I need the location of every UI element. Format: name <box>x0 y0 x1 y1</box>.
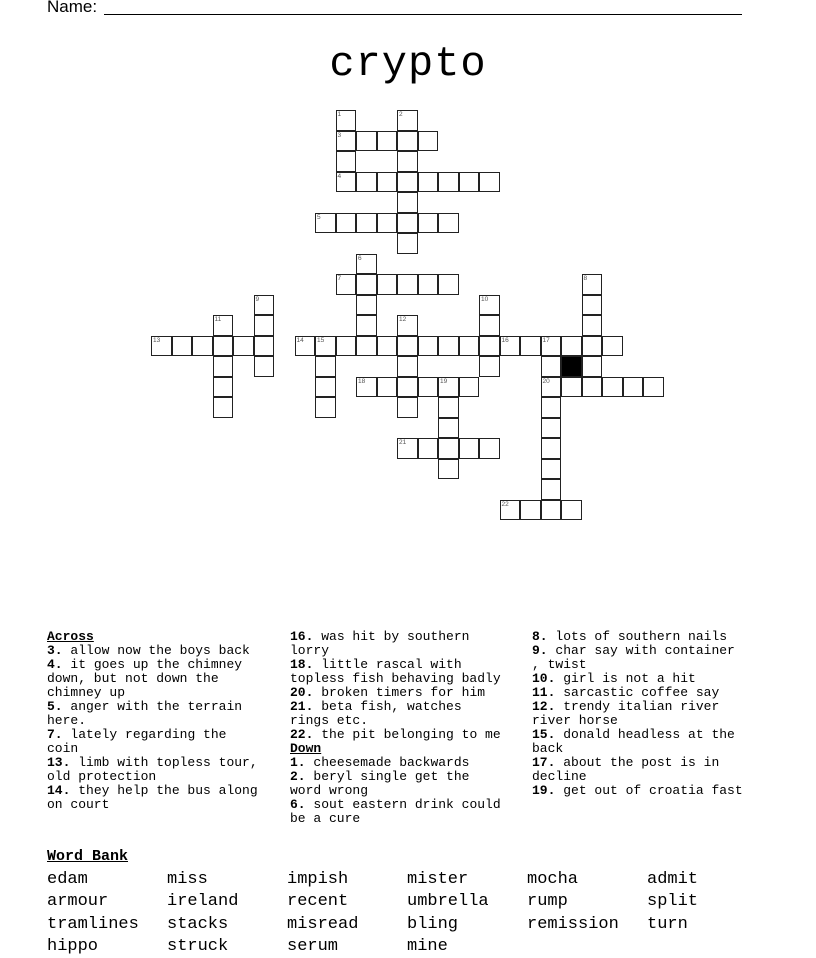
grid-cell[interactable] <box>336 131 357 152</box>
grid-cell[interactable] <box>397 356 418 377</box>
word-bank-item: remission <box>527 914 619 934</box>
grid-cell[interactable] <box>541 500 562 521</box>
grid-cell[interactable] <box>479 356 500 377</box>
clue-text: lately regarding the coin <box>47 727 227 756</box>
clue-number: 12. <box>532 699 556 714</box>
clue-across <box>290 630 502 658</box>
clue-number: 13. <box>47 755 71 770</box>
grid-cell[interactable] <box>254 295 275 316</box>
grid-cell[interactable] <box>151 336 172 357</box>
grid-cell[interactable] <box>438 274 459 295</box>
grid-cell[interactable] <box>500 336 521 357</box>
word-bank-item: ireland <box>167 892 239 912</box>
grid-cell[interactable] <box>479 172 500 193</box>
grid-cell[interactable] <box>438 377 459 398</box>
grid-cell[interactable] <box>561 336 582 357</box>
clue-down <box>532 784 744 798</box>
clue-text: get out of croatia fast <box>563 783 743 798</box>
grid-cell[interactable] <box>315 356 336 377</box>
down-heading: Down <box>290 741 322 756</box>
clue-text: donald headless at the back <box>532 727 735 756</box>
grid-cell[interactable] <box>295 336 316 357</box>
clue-down <box>532 672 744 686</box>
grid-cell[interactable] <box>541 377 562 398</box>
grid-cell[interactable] <box>582 274 603 295</box>
word-bank-item: edam <box>47 870 88 889</box>
clue-number: 5 <box>317 213 321 221</box>
clue-number: 8 <box>583 275 588 282</box>
grid-cell[interactable] <box>418 274 439 295</box>
clue-number: 4 <box>337 172 342 180</box>
clue-number: 20. <box>290 685 314 700</box>
clue-number: 14 <box>296 336 304 344</box>
clue-text: little rascal with topless fish behaving badly <box>290 657 501 686</box>
grid-cell[interactable] <box>459 377 480 398</box>
clue-text: broken timers for him <box>321 685 486 700</box>
grid-cell[interactable] <box>377 377 398 398</box>
clues-column-3 <box>532 630 772 798</box>
grid-cell[interactable] <box>418 377 439 398</box>
grid-cell[interactable] <box>541 438 562 459</box>
clue-number: 16 <box>501 336 509 344</box>
clue-number: 3 <box>337 131 342 139</box>
grid-cell[interactable] <box>541 356 562 377</box>
grid-cell[interactable] <box>315 397 336 418</box>
clue-number: 18. <box>290 657 314 672</box>
word-bank-item: rump <box>527 892 568 912</box>
clue-number: 21. <box>290 699 314 714</box>
clue-across <box>290 658 502 686</box>
clue-down <box>290 756 502 770</box>
grid-cell[interactable] <box>479 438 500 459</box>
grid-cell[interactable] <box>541 336 562 357</box>
clue-number: 17. <box>532 755 556 770</box>
grid-cell[interactable] <box>377 131 398 152</box>
clue-number: 9 <box>255 295 260 303</box>
clue-number: 15. <box>532 727 556 742</box>
grid-cell[interactable] <box>541 397 562 418</box>
word-bank-item: turn <box>647 914 688 934</box>
clue-number: 7 <box>337 275 342 282</box>
clue-number: 1. <box>290 755 306 770</box>
grid-cell[interactable] <box>500 500 521 521</box>
grid-cell[interactable] <box>254 356 275 377</box>
word-bank-item: recent <box>287 892 349 912</box>
grid-cell[interactable] <box>356 315 377 336</box>
clue-across <box>47 658 259 700</box>
grid-cell[interactable] <box>582 336 603 357</box>
grid-cell[interactable] <box>438 213 459 234</box>
grid-cell[interactable] <box>397 315 418 336</box>
grid-cell[interactable] <box>377 274 398 295</box>
word-bank-item: mocha <box>527 870 579 889</box>
grid-cell[interactable] <box>172 336 193 357</box>
word-bank-item: struck <box>167 936 229 956</box>
word-bank-item: impish <box>287 870 349 889</box>
clue-number: 2 <box>399 111 403 118</box>
grid-cell[interactable] <box>377 336 398 357</box>
word-bank-item: bling <box>407 914 459 934</box>
grid-cell[interactable] <box>213 397 234 418</box>
clue-down <box>290 798 502 826</box>
word-bank-item: umbrella <box>407 892 489 912</box>
grid-cell[interactable] <box>459 438 480 459</box>
grid-cell[interactable] <box>438 336 459 357</box>
clue-number: 5. <box>47 699 63 714</box>
clue-text: limb with topless tour, old protection <box>47 755 258 784</box>
grid-cell[interactable] <box>356 274 377 295</box>
clue-number: 2. <box>290 769 306 784</box>
clue-across <box>290 700 502 728</box>
across-heading: Across <box>47 629 94 644</box>
grid-cell[interactable] <box>541 459 562 480</box>
grid-cell[interactable] <box>438 438 459 459</box>
grid-cell[interactable] <box>459 336 480 357</box>
grid-cell[interactable] <box>582 377 603 398</box>
clue-across <box>47 728 259 756</box>
grid-cell[interactable] <box>377 213 398 234</box>
grid-cell[interactable] <box>315 336 336 357</box>
grid-cell[interactable] <box>336 151 357 172</box>
grid-cell[interactable] <box>336 172 357 193</box>
word-bank-item: hippo <box>47 936 99 956</box>
grid-cell[interactable] <box>541 418 562 439</box>
clue-down <box>532 644 744 672</box>
grid-cell[interactable] <box>418 336 439 357</box>
grid-cell[interactable] <box>397 438 418 459</box>
clue-text: anger with the terrain here. <box>47 699 243 728</box>
grid-cell[interactable] <box>213 377 234 398</box>
grid-cell[interactable] <box>541 479 562 500</box>
clue-number: 19. <box>532 783 556 798</box>
clues-column-2 <box>290 630 530 826</box>
grid-cell[interactable] <box>582 295 603 316</box>
clue-number: 4. <box>47 657 63 672</box>
grid-cell[interactable] <box>602 336 623 357</box>
clue-number: 1 <box>337 111 342 118</box>
grid-cell[interactable] <box>356 254 377 275</box>
grid-cell[interactable] <box>356 213 377 234</box>
clue-number: 22 <box>501 500 509 508</box>
grid-cell[interactable] <box>520 336 541 357</box>
clue-number: 11 <box>214 316 222 323</box>
grid-cell[interactable] <box>254 336 275 357</box>
name-field[interactable] <box>104 14 742 15</box>
clue-number: 6. <box>290 797 306 812</box>
grid-cell[interactable] <box>479 336 500 357</box>
grid-cell[interactable] <box>479 315 500 336</box>
grid-cell[interactable] <box>602 377 623 398</box>
clue-across <box>290 686 502 700</box>
word-bank-item: stacks <box>167 914 229 934</box>
grid-cell[interactable] <box>336 110 357 131</box>
grid-cell[interactable] <box>418 131 439 152</box>
clue-number: 8. <box>532 629 548 644</box>
clue-number: 6 <box>358 254 362 262</box>
clue-number: 13 <box>153 336 161 344</box>
grid-cell[interactable] <box>397 151 418 172</box>
clue-number: 16. <box>290 629 314 644</box>
name-label: Name: <box>47 0 98 16</box>
grid-cell[interactable] <box>336 336 357 357</box>
grid-cell[interactable] <box>315 377 336 398</box>
grid-cell[interactable] <box>582 315 603 336</box>
clue-text: char say with container , twist <box>532 643 735 672</box>
clue-number: 3. <box>47 643 63 658</box>
clue-number: 20 <box>542 377 550 385</box>
grid-cell[interactable] <box>479 295 500 316</box>
word-bank-item: miss <box>167 870 208 889</box>
grid-cell[interactable] <box>397 336 418 357</box>
clue-text: was hit by southern lorry <box>290 629 470 658</box>
grid-cell[interactable] <box>315 213 336 234</box>
page-title: crypto <box>329 40 487 88</box>
clue-text: sout eastern drink could be a cure <box>290 797 501 826</box>
word-bank-title: Word Bank <box>47 848 129 865</box>
clue-down <box>532 728 744 756</box>
word-bank-item: split <box>647 892 699 912</box>
clue-number: 7. <box>47 727 63 742</box>
clue-text: lots of southern nails <box>555 629 728 644</box>
clue-text: sarcastic coffee say <box>563 685 720 700</box>
clue-number: 10. <box>532 671 556 686</box>
grid-cell[interactable] <box>561 377 582 398</box>
clue-text: cheesemade backwards <box>313 755 470 770</box>
grid-cell[interactable] <box>418 172 439 193</box>
grid-cell[interactable] <box>438 397 459 418</box>
grid-cell[interactable] <box>397 172 418 193</box>
clue-across <box>47 700 259 728</box>
grid-cell[interactable] <box>254 315 275 336</box>
clue-text: the pit belonging to me <box>321 727 501 742</box>
grid-cell[interactable] <box>438 459 459 480</box>
grid-cell[interactable] <box>582 356 603 377</box>
clue-number: 18 <box>358 377 366 385</box>
grid-cell[interactable] <box>397 192 418 213</box>
grid-cell[interactable] <box>520 500 541 521</box>
grid-cell[interactable] <box>397 131 418 152</box>
clue-down <box>532 686 744 700</box>
grid-cell[interactable] <box>233 336 254 357</box>
grid-cell[interactable] <box>336 213 357 234</box>
clue-number: 11. <box>532 685 556 700</box>
clue-down <box>532 630 744 644</box>
grid-cell[interactable] <box>418 438 439 459</box>
grid-cell[interactable] <box>459 172 480 193</box>
clue-text: trendy italian river river horse <box>532 699 720 728</box>
clue-text: allow now the boys back <box>70 643 250 658</box>
clue-across <box>47 644 259 658</box>
clue-number: 17 <box>542 336 550 344</box>
grid-cell[interactable] <box>356 377 377 398</box>
clue-number: 15 <box>317 336 325 344</box>
clues-column-1 <box>47 630 287 812</box>
black-cell <box>561 356 582 377</box>
word-bank-item: tramlines <box>47 914 139 934</box>
clue-down <box>532 700 744 728</box>
clue-down <box>290 770 502 798</box>
clue-number: 9. <box>532 643 548 658</box>
grid-cell[interactable] <box>397 377 418 398</box>
clue-number: 22. <box>290 727 314 742</box>
clue-number: 21 <box>399 439 407 446</box>
grid-cell[interactable] <box>213 336 234 357</box>
grid-cell[interactable] <box>397 397 418 418</box>
clue-down <box>532 756 744 784</box>
clue-number: 14. <box>47 783 71 798</box>
grid-cell[interactable] <box>397 110 418 131</box>
grid-cell[interactable] <box>213 356 234 377</box>
clue-across <box>47 756 259 784</box>
grid-cell[interactable] <box>336 274 357 295</box>
clue-across <box>290 728 502 742</box>
clue-number: 10 <box>481 295 489 303</box>
word-bank-item: armour <box>47 892 109 912</box>
word-bank-item: mine <box>407 936 448 956</box>
word-bank-item: admit <box>647 870 699 889</box>
grid-cell[interactable] <box>397 274 418 295</box>
grid-cell[interactable] <box>623 377 644 398</box>
grid-cell[interactable] <box>356 295 377 316</box>
grid-cell[interactable] <box>192 336 213 357</box>
clue-text: beryl single get the word wrong <box>290 769 470 798</box>
grid-cell[interactable] <box>561 500 582 521</box>
clue-text: they help the bus along on court <box>47 783 258 812</box>
clue-number: 19 <box>440 377 448 385</box>
word-bank-item: mister <box>407 870 469 889</box>
grid-cell[interactable] <box>397 233 418 254</box>
clue-text: girl is not a hit <box>563 671 696 686</box>
word-bank-item: misread <box>287 914 359 934</box>
clue-text: it goes up the chimney down, but not down the chimney up <box>47 657 243 700</box>
grid-cell[interactable] <box>438 418 459 439</box>
grid-cell[interactable] <box>418 213 439 234</box>
grid-cell[interactable] <box>377 172 398 193</box>
clue-across <box>47 784 259 812</box>
grid-cell[interactable] <box>356 131 377 152</box>
grid-cell[interactable] <box>643 377 664 398</box>
clue-number: 12 <box>399 316 407 323</box>
grid-cell[interactable] <box>213 315 234 336</box>
grid-cell[interactable] <box>397 213 418 234</box>
grid-cell[interactable] <box>438 172 459 193</box>
grid-cell[interactable] <box>356 336 377 357</box>
grid-cell[interactable] <box>356 172 377 193</box>
clue-text: beta fish, watches rings etc. <box>290 699 462 728</box>
clue-text: about the post is in decline <box>532 755 720 784</box>
word-bank-item: serum <box>287 936 339 956</box>
